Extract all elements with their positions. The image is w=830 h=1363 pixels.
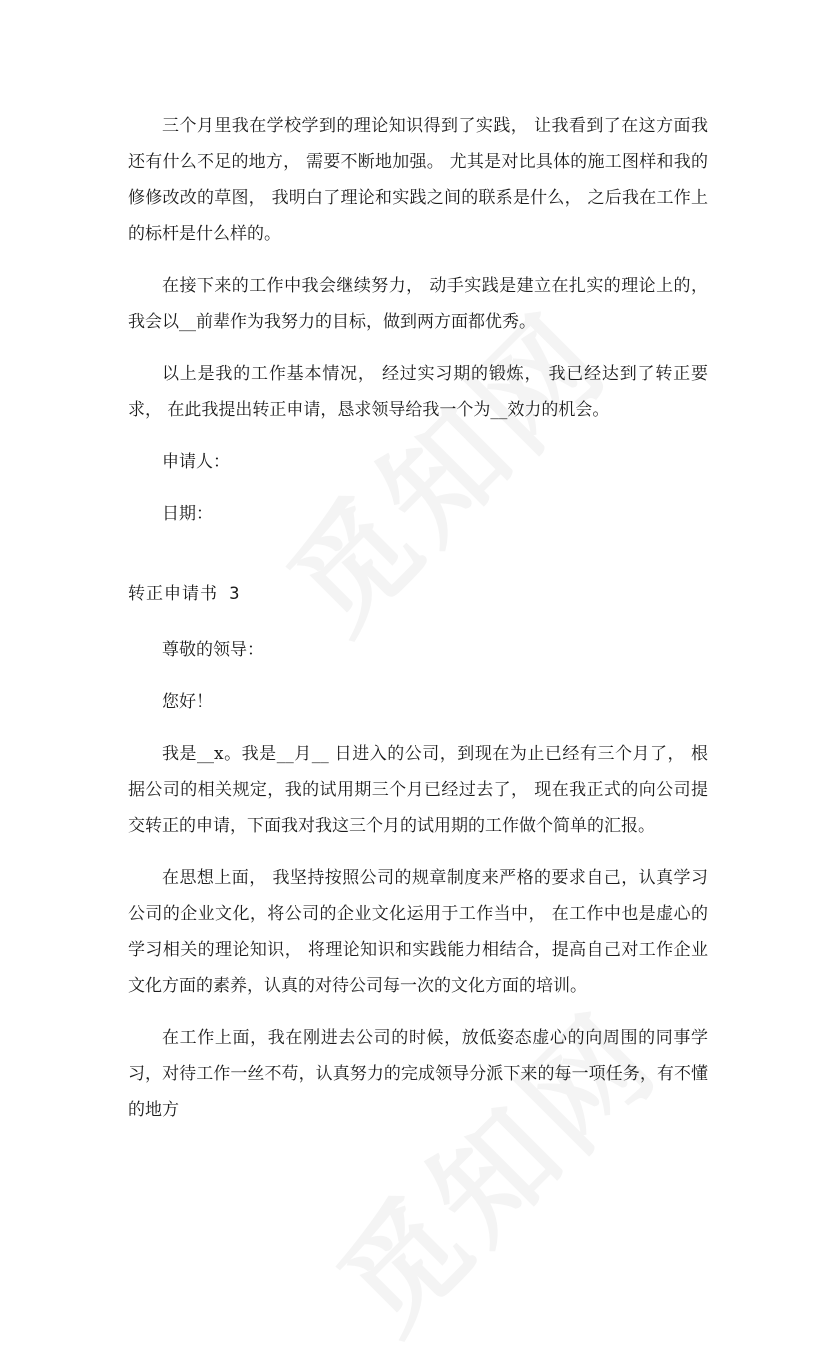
paragraph: 三个月里我在学校学到的理论知识得到了实践， 让我看到了在这方面我还有什么不足的地方， 需要不断地加强。 尤其是对比具体的施工图样和我的修修改改的草图， 我明白了理论和实践之间的联系是什么， 之后我在工作上的标杆是什么样的。 [128, 116, 708, 244]
greeting: 您好！ [162, 692, 213, 712]
salutation: 尊敬的领导： [162, 640, 264, 660]
paragraph: 以上是我的工作基本情况， 经过实习期的锻炼， 我已经达到了转正要求， 在此我提出转正申请，恳求领导给我一个为__效力的机会。 [128, 364, 708, 420]
document-body [128, 108, 708, 1128]
paragraph: 在工作上面，我在刚进去公司的时候，放低姿态虚心的向周围的同事学习，对待工作一丝不苟，认真努力的完成领导分派下来的每一项任务，有不懂的地方 [128, 1028, 708, 1120]
section-heading: 转正申请书 3 [128, 584, 241, 604]
paragraph: 我是__x。我是__月__ 日进入的公司，到现在为止已经有三个月了， 根据公司的相关规定，我的试用期三个月已经过去了， 现在我正式的向公司提交转正的申请，下面我对我这三个月的试用期的工作做个简单的汇报。 [128, 744, 708, 836]
paragraph: 在接下来的工作中我会继续努力， 动手实践是建立在扎实的理论上的， 我会以__前辈作为我努力的目标，做到两方面都优秀。 [128, 276, 708, 332]
applicant-label: 申请人： [162, 452, 230, 472]
date-label: 日期： [162, 504, 213, 524]
paragraph: 在思想上面， 我坚持按照公司的规章制度来严格的要求自己，认真学习公司的企业文化，将公司的企业文化运用于工作当中， 在工作中也是虚心的学习相关的理论知识， 将理论知识和实践能力相结合，提高自己对工作企业文化方面的素养，认真的对待公司每一次的文化方面的培训。 [128, 868, 708, 996]
